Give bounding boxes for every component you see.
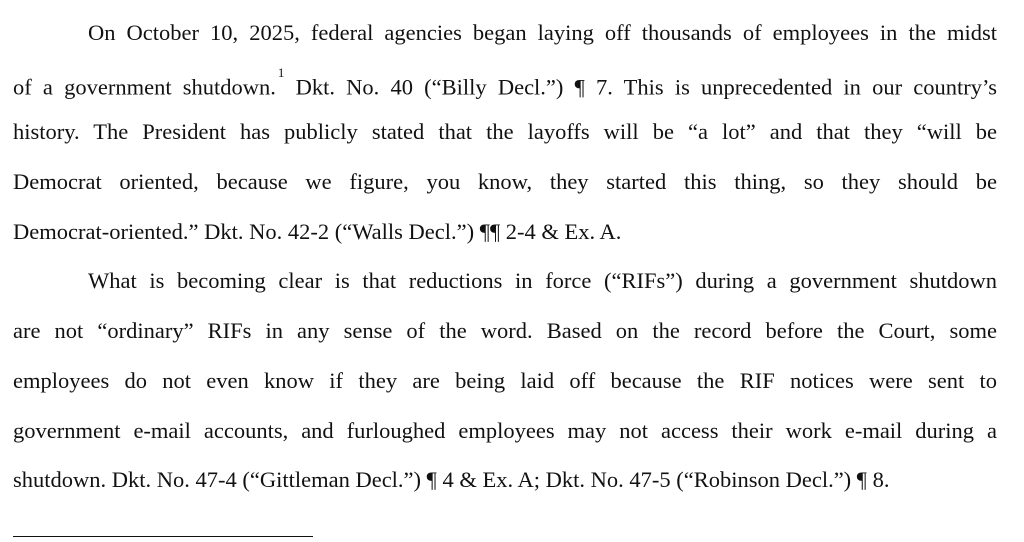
paragraph-2-line-5: shutdown. Dkt. No. 47-4 (“Gittleman Decl.”) ¶ 4 & Ex. A; Dkt. No. 47-5 (“Robinson Decl.”) ¶ 8.	[13, 467, 890, 492]
paragraph-2-line-1: What is becoming clear is that reductions in force (“RIFs”) during a government shutdown	[88, 268, 997, 293]
footnote-reference[interactable]: 1	[277, 65, 285, 80]
paragraph-1-line-2-start: of a government shutdown.	[13, 74, 276, 100]
paragraph-1-line-1: On October 10, 2025, federal agencies began laying off thousands of employees in the midst	[88, 20, 997, 45]
footnote-separator	[13, 536, 313, 537]
paragraph-1-line-2-end: Dkt. No. 40 (“Billy Decl.”) ¶ 7. This is unprecedented in our country’s	[284, 74, 997, 100]
paragraph-1-line-4: Democrat oriented, because we figure, you know, they started this thing, so they should be	[13, 169, 997, 194]
paragraph-2-line-2: are not “ordinary” RIFs in any sense of the word. Based on the record before the Court, some	[13, 318, 997, 343]
paragraph-1-line-2	[13, 67, 997, 103]
paragraph-1-line-5: Democrat-oriented.” Dkt. No. 42-2 (“Walls Decl.”) ¶¶ 2-4 & Ex. A.	[13, 219, 622, 244]
paragraph-1-line-3: history. The President has publicly stated that the layoffs will be “a lot” and that they “will be	[13, 119, 997, 144]
paragraph-2-line-4: government e-mail accounts, and furloughed employees may not access their work e-mail during a	[13, 418, 997, 443]
paragraph-2-line-3: employees do not even know if they are being laid off because the RIF notices were sent to	[13, 368, 997, 393]
